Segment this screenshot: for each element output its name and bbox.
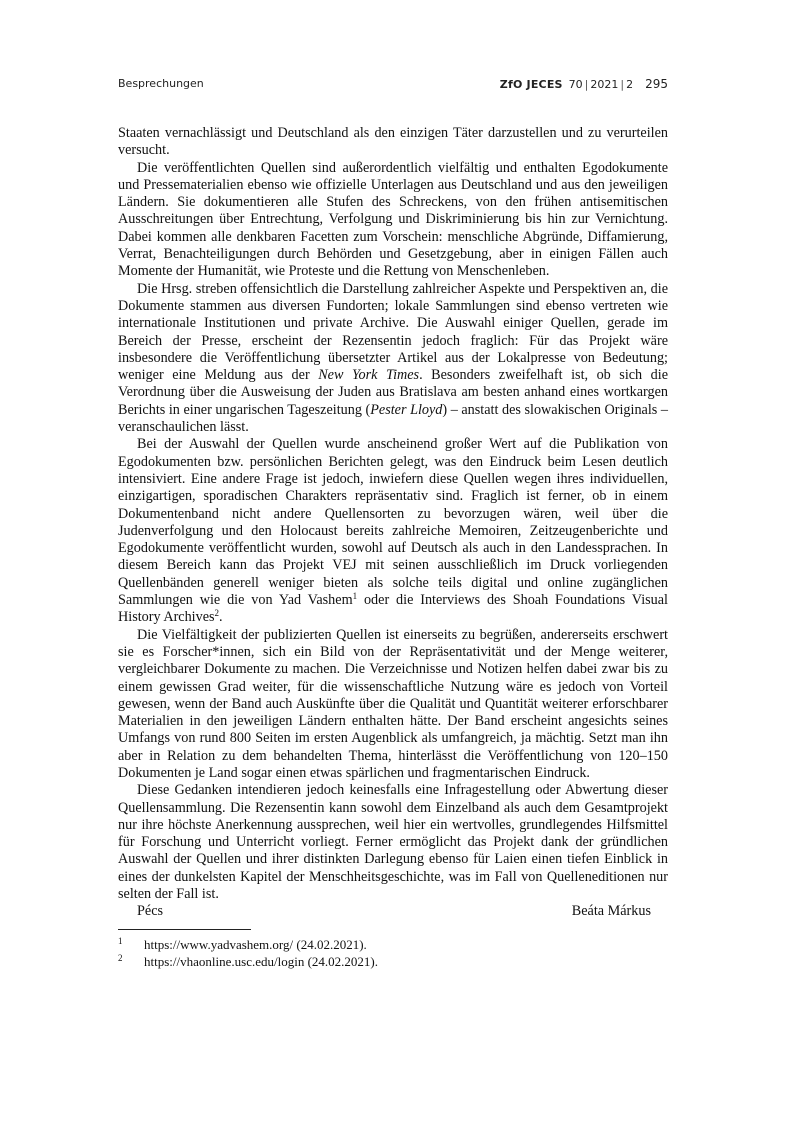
year: 2021	[590, 78, 619, 91]
paragraph-text: Staaten vernachlässigt und Deutschland als den einzigen Täter darzustellen und zu verurteilen versucht.	[118, 125, 668, 159]
paragraph-text: Die Hrsg. streben offensichtlich die Darstellung zahlreicher Aspekte und Perspektiven an, die Dokumente stammen aus diversen Fundorten; lokale Sammlungen sind ebenso vertreten wie internationale Institutionen und private Archive. Die Auswahl einiger Quellen, gerade im Bereich der Presse, erscheint der Rezensentin jedoch fraglich: Für das Projekt wäre insbesondere die Veröffentlichung übersetzter Artikel aus der Lokalpresse von Bedeutung; weniger eine Meldung aus der	[118, 280, 668, 384]
footnote-number: 2	[118, 953, 123, 964]
paragraph-text: Bei der Auswahl der Quellen wurde anscheinend großer Wert auf die Publikation von Egodokumenten bzw. persönlichen Berichten gelegt, was den Eindruck beim Lesen deutlich intensiviert. Eine andere Frage ist jedoch, inwiefern diese Quellen wegen ihres individuellen, einzigartigen, sporadischen Charakters repräsentativ sind. Fraglich ist ferner, ob in einem Dokumentenband nicht andere Quellensorten zu bevorzugen wären, weil über die Judenverfolgung und den Holocaust bereits zahlreiche Memoiren, Zeitzeugenberichte und Egodokumente veröffentlicht wurden, sowohl auf Deutsch als auch in den Landessprachen. In diesem Bereich kann das Projekt VEJ mit seinen ausschließlich im Druck vorliegenden Quellenbänden generell weniger bieten als solche teils digital und online zugänglichen Sammlungen wie die von Yad Vashem	[118, 436, 668, 609]
signature-place: Pécs	[137, 903, 164, 920]
footnote	[118, 936, 668, 953]
signature-line	[118, 903, 668, 921]
paragraph	[118, 125, 668, 160]
running-head	[118, 77, 668, 93]
footnote-reference[interactable]: 2	[214, 608, 220, 619]
italic-title: New York Times	[318, 367, 420, 384]
journal-name: ZfO JECES	[499, 78, 563, 91]
volume-number: 70	[568, 78, 583, 91]
section-title: Besprechungen	[118, 77, 204, 90]
footnote-reference[interactable]: 1	[352, 591, 358, 602]
footnote-divider	[118, 929, 251, 930]
paragraph-text: Die Vielfältigkeit der publizierten Quellen ist einerseits zu begrüßen, andererseits erschwert sie es Forscher*innen, sich ein Bild von der Repräsentativität und der Menge weiterer, vergleichbarer Dokumente zu machen. Die Verzeichnisse und Notizen helfen dabei zwar bis zu einem gewissen Grad weiter, für die wissenschaftliche Nutzung wäre es jedoch von Vorteil gewesen, wenn der Band auch Auskünfte über die Qualität und Quantität weiterer erforschbarer Materialien in den jeweiligen Ländern enthalten hätte. Der Band erscheint angesichts seines Umfangs von rund 800 Seiten im ersten Augenblick als umfangreich, ja mächtig. Setzt man ihn aber in Relation zu dem behandelten Thema, hinterlässt die Veröffentlichung von 120–150 Dokumenten je Land sogar einen etwas spärlichen und fragmentarischen Eindruck.	[118, 626, 668, 781]
paragraph-list	[118, 125, 668, 903]
paragraph-text: Die veröffentlichten Quellen sind außerordentlich vielfältig und enthalten Egodokumente und Pressematerialien ebenso wie offizielle Unterlagen aus Deutschland und aus den jeweiligen Ländern. Sie dokumentieren alle Stufen des Schreckens, von den frühen antisemitischen Ausschreitungen über Entrechtung, Verfolgung und Diskriminierung bis hin zur Vernichtung. Dabei kommen alle denkbaren Facetten zum Vorschein: menschliche Abgründe, Diffamierung, Verrat, Benachteiligungen durch Behörden und Gesetzgebung, aber in einigen Fällen auch Momente der Humanität, wie Proteste und die Rettung von Menschenleben.	[118, 159, 668, 280]
italic-title: Pester Lloyd	[370, 401, 443, 418]
footnote-number: 1	[118, 936, 123, 947]
footnote-link[interactable]: https://www.yadvashem.org/ (24.02.2021).	[144, 937, 367, 953]
footnote	[118, 953, 668, 970]
journal-info	[500, 77, 668, 91]
separator: |	[620, 78, 625, 91]
paragraph	[118, 436, 668, 626]
page-number: 295	[645, 77, 668, 91]
paragraph-text: .	[219, 609, 223, 626]
paragraph-text: oder die Interviews des Shoah Foundations Visual History Archives	[118, 592, 668, 626]
paragraph-text: . Besonders zweifelhaft ist, ob sich die Verordnung über die Ausweisung der Juden aus Bratislava am besten anhand eines wortkargen Berichts in einer ungarischen Tageszeitung (	[118, 367, 669, 418]
separator: |	[584, 78, 589, 91]
signature-author: Beáta Márkus	[571, 903, 651, 920]
paragraph-text: ) – anstatt des slowakischen Originals – veranschaulichen lässt.	[118, 401, 668, 436]
paragraph	[118, 627, 668, 783]
paragraph	[118, 281, 668, 437]
paragraph	[118, 782, 668, 903]
paragraph-text: Diese Gedanken intendieren jedoch keinesfalls eine Infragestellung oder Abwertung dieser Quellensammlung. Die Rezensentin kann sowohl dem Einzelband als auch dem Gesamtprojekt nur ihre höchste Anerkennung aussprechen, weil hier ein wertvolles, grundlegendes Hilfsmittel für Forschung und Unterricht vorliegt. Ferner ermöglicht das Projekt dank der gründlichen Auswahl der Quellen und ihrer distinkten Darlegung ebenso für Laien einen tiefen Einblick in eines der dunkelsten Kapitel der Menschheitsgeschichte, was im Fall von Quelleneditionen nur selten der Fall ist.	[118, 782, 668, 903]
issue-number: 2	[626, 78, 634, 91]
review-body	[118, 125, 668, 970]
footnote-link[interactable]: https://vhaonline.usc.edu/login (24.02.2021).	[144, 954, 378, 970]
paragraph	[118, 160, 668, 281]
